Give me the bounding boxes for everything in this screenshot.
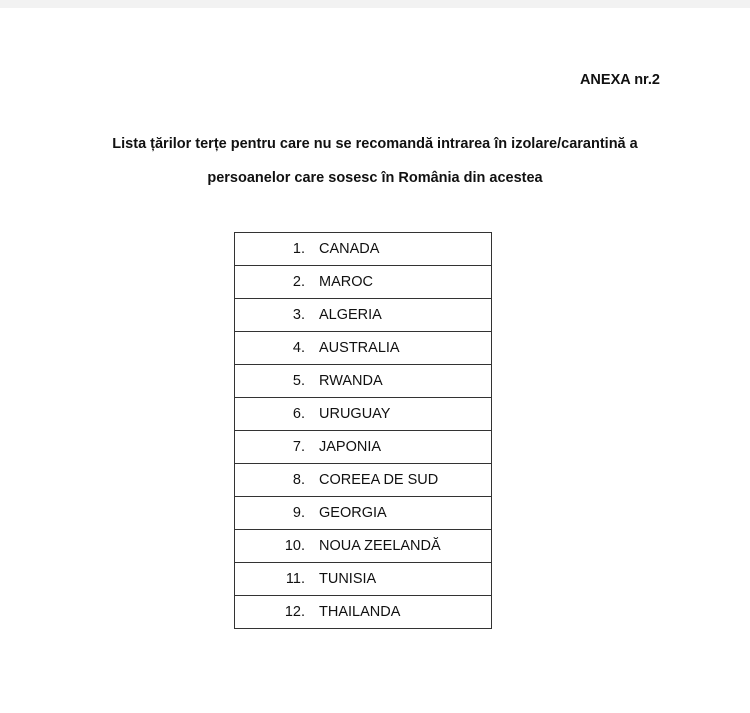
row-number: 11.: [235, 563, 320, 596]
row-number: 7.: [235, 431, 320, 464]
table-row: [235, 497, 492, 530]
table-row: [235, 563, 492, 596]
table-row: [235, 431, 492, 464]
table-row: [235, 299, 492, 332]
document-title-line-2: persoanelor care sosesc în România din acestea: [207, 170, 543, 186]
country-name: URUGUAY: [319, 398, 492, 431]
country-name: AUSTRALIA: [319, 332, 492, 365]
country-name: JAPONIA: [319, 431, 492, 464]
annex-label: ANEXA nr.2: [579, 72, 660, 88]
row-number: 10.: [235, 530, 320, 563]
country-name: MAROC: [319, 266, 492, 299]
country-name: GEORGIA: [319, 497, 492, 530]
country-name: CANADA: [319, 233, 492, 266]
row-number: 2.: [235, 266, 320, 299]
row-number: 6.: [235, 398, 320, 431]
row-number: 9.: [235, 497, 320, 530]
table-row: [235, 398, 492, 431]
country-name: THAILANDA: [319, 596, 492, 629]
row-number: 4.: [235, 332, 320, 365]
table-row: [235, 332, 492, 365]
countries-table: [234, 232, 492, 629]
table-row: [235, 365, 492, 398]
table-row: [235, 596, 492, 629]
country-name: RWANDA: [319, 365, 492, 398]
country-name: TUNISIA: [319, 563, 492, 596]
top-strip: [0, 0, 750, 8]
country-name: COREEA DE SUD: [319, 464, 492, 497]
country-name: ALGERIA: [319, 299, 492, 332]
table-row: [235, 233, 492, 266]
document-title-line-1: Lista țărilor terțe pentru care nu se recomandă intrarea în izolare/carantină a: [112, 136, 638, 152]
row-number: 5.: [235, 365, 320, 398]
table-row: [235, 464, 492, 497]
row-number: 1.: [235, 233, 320, 266]
row-number: 12.: [235, 596, 320, 629]
table-row: [235, 266, 492, 299]
row-number: 8.: [235, 464, 320, 497]
country-name: NOUA ZEELANDĂ: [319, 530, 492, 563]
row-number: 3.: [235, 299, 320, 332]
table-row: [235, 530, 492, 563]
